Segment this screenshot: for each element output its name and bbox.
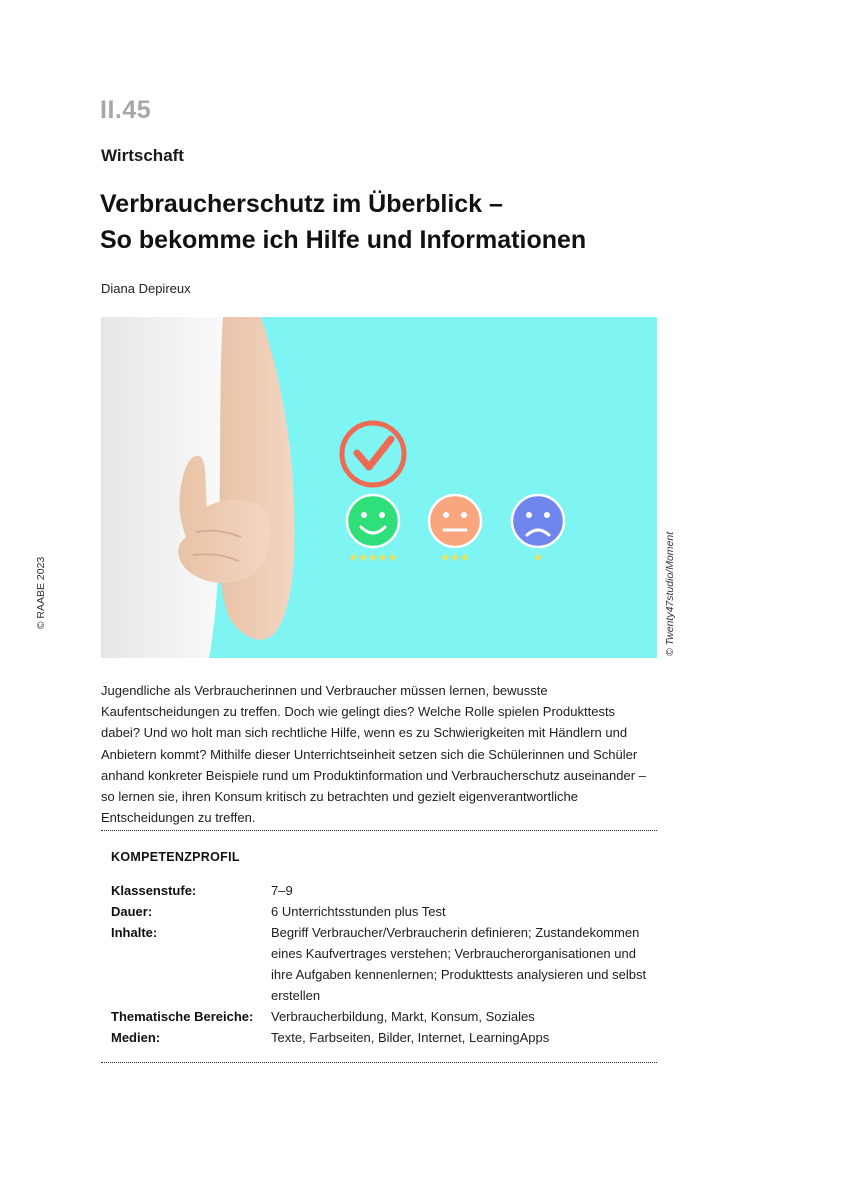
rating-three-stars: ★★★ (440, 551, 470, 564)
title-line-1: Verbraucherschutz im Überblick – (100, 190, 503, 218)
profile-row (111, 901, 651, 922)
profile-label: Klassenstufe: (111, 883, 197, 898)
profile-value: Verbraucherbildung, Markt, Konsum, Soziales (271, 1009, 535, 1024)
profile-value: Texte, Farbseiten, Bilder, Internet, LearningApps (271, 1030, 550, 1045)
competence-profile-table (111, 880, 651, 1048)
rating-one-star: ★ (533, 551, 543, 564)
profile-label: Medien: (111, 1030, 161, 1045)
sad-face-icon (512, 495, 564, 547)
profile-label: Thematische Bereiche: (111, 1009, 254, 1024)
neutral-face-icon (429, 495, 481, 547)
author: Diana Depireux (101, 281, 191, 296)
title-line-2: So bekomme ich Hilfe und Informationen (100, 226, 587, 254)
intro-paragraph: Jugendliche als Verbraucherinnen und Verbraucher müssen lernen, bewusste Kaufentscheidungen zu treffen. Doch wie gelingt dies? Welche Rolle spielen Produkttests dabei? Und wo holt man sich rechtliche Hilfe, wenn es zu Schwierigkeiten mit Händlern und Anbietern kommt? Mithilfe dieser Unterrichtseinheit setzen sich die Schülerinnen und Schüler anhand konkreter Beispiele rund um Produktinformation und Verbraucherschutz auseinander – so lernen sie, ihren Konsum kritisch zu betrachten und gezielt eigenverantwortliche Entscheidungen zu treffen. (101, 683, 646, 826)
profile-value: 6 Unterrichtsstunden plus Test (271, 904, 446, 919)
profile-row (111, 1027, 651, 1048)
section-number: II.45 (100, 96, 152, 124)
profile-row (111, 880, 651, 901)
photo-credit: © Twenty47studio/Moment (664, 531, 676, 657)
page-title (100, 186, 586, 258)
divider-bottom (101, 1062, 657, 1063)
happy-face-icon (347, 495, 399, 547)
subject-label: Wirtschaft (101, 146, 184, 165)
profile-label: Dauer: (111, 904, 153, 919)
shirt-shape (101, 317, 226, 658)
hero-image (101, 317, 657, 658)
hero-illustration (101, 317, 657, 658)
divider-top (101, 830, 657, 831)
profile-value: Begriff Verbraucher/Verbraucherin definieren; Zustandekommen eines Kaufvertrages verstehen; Verbraucherorganisationen und ihre Aufgaben kennenlernen; Produkttests analysieren und selbst erstellen (271, 925, 647, 1003)
copyright-notice: © RAABE 2023 (35, 556, 47, 630)
profile-row (111, 1006, 651, 1027)
profile-row (111, 922, 651, 1006)
rating-five-stars: ★★★★★ (348, 551, 398, 564)
profile-heading: KOMPETENZPROFIL (111, 850, 240, 864)
profile-value: 7–9 (271, 883, 293, 898)
profile-label: Inhalte: (111, 925, 158, 940)
